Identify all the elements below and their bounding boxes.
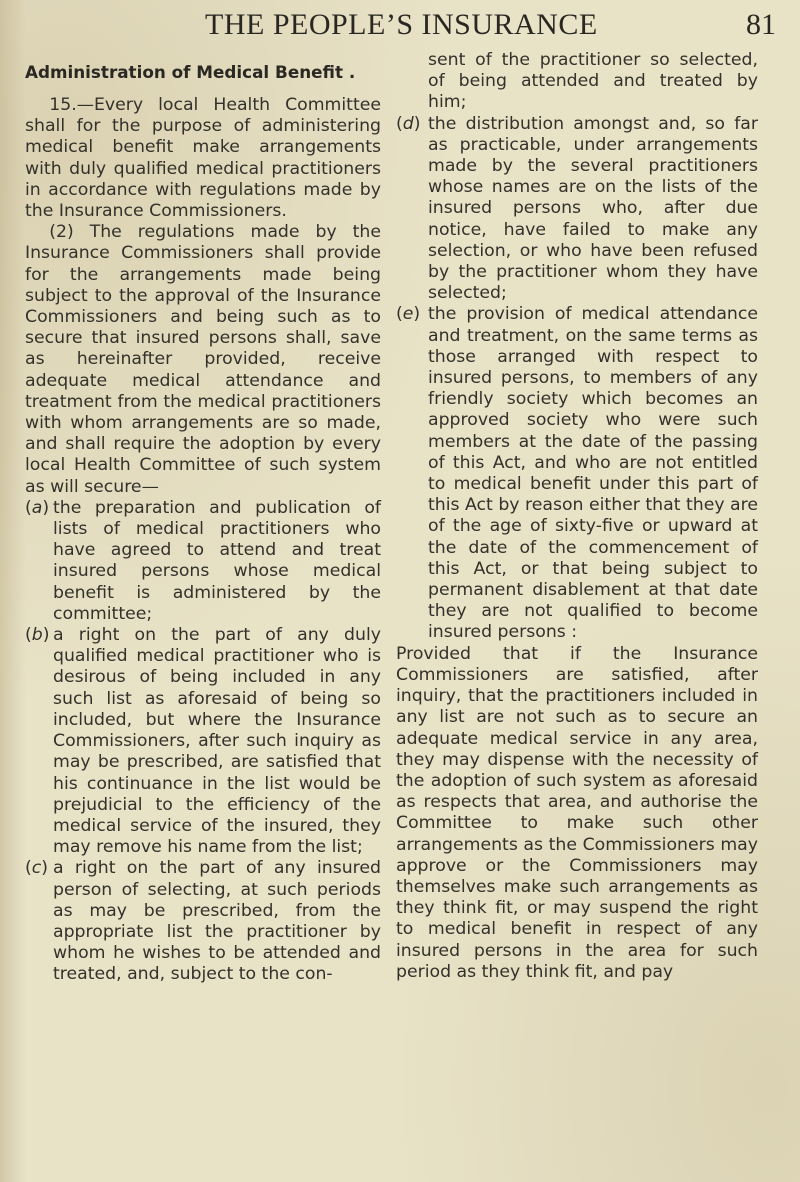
item-text-c: a right on the part of any insured person of selecting, at such periods as may be prescribed, from the appropriate list the practitioner by whom he wishes to be attended and treated, and, subject to the con- xyxy=(53,858,381,985)
list-item-c-continued xyxy=(396,50,758,114)
item-label-d: (d) xyxy=(396,113,421,134)
item-text-d: the distribution amongst and, so far as practicable, under arrangements made by the several practitioners whose names are on the lists of the insured persons who, after due notice, have failed to make any selection, or who have been refused by the practitioner whom they have selected; xyxy=(428,113,758,304)
item-text-e: the provision of medical attendance and treatment, on the same terms as those arranged with respect to insured persons, to members of any friendly society which becomes an approved society who were such members at the date of the passing of this Act, and who are not entitled to medical benefit under this part of this Act by reason either that they are of the age of sixty-five or upward at the date of the commencement of this Act, or that being subject to permanent disablement at that date they are not qualified to become insured persons : xyxy=(428,304,758,643)
paragraph-2: (2) The regulations made by the Insurance Commissioners shall provide for the arrangements made being subject to the approval of the Insurance Commissioners and being such as to secure that insured persons shall, save as hereinafter provided, receive adequate medical attendance and treatment from the medical practitioners with whom arrangements are so made, and shall require the adoption by every local Health Committee of such system as will secure— xyxy=(25,222,381,497)
list-item-b xyxy=(25,625,381,858)
paragraph-15: 15.—Every local Health Committee shall for the purpose of administering medical benefit make arrangements with duly qualified medical practitioners in accordance with regulations made by the Insurance Commissioners. xyxy=(25,95,381,222)
item-label-a: (a) xyxy=(25,497,50,518)
item-label-b: (b) xyxy=(25,625,50,646)
item-label-e: (e) xyxy=(396,304,421,325)
item-text-c-continued: sent of the practitioner so selected, of being attended and treated by him; xyxy=(428,50,758,113)
right-column xyxy=(396,50,758,983)
item-text-b: a right on the part of any duly qualified medical practitioner who is desirous of being included in any such list as aforesaid of being so included, but where the Insurance Commissioners, after such inquiry as may be prescribed, are satisfied that his continuance in the list would be prejudicial to the efficiency of the medical service of the insured, they may remove his name from the list; xyxy=(53,625,381,858)
running-title: THE PEOPLE’S INSURANCE xyxy=(205,8,598,41)
list-item-e xyxy=(396,304,758,643)
left-column xyxy=(25,50,381,986)
item-text-a: the preparation and publication of lists of medical practitioners who have agreed to attend and treat insured persons whose medical benefit is administered by the committee; xyxy=(53,497,381,624)
page-number: 81 xyxy=(746,8,776,41)
list-item-c xyxy=(25,858,381,985)
list-item-d xyxy=(396,114,758,305)
section-heading: Administration of Medical Benefit . xyxy=(25,62,356,82)
item-label-c: (c) xyxy=(25,858,49,879)
proviso-paragraph: Provided that if the Insurance Commissioners are satisfied, after inquiry, that the practitioners included in any list are not such as to secure an adequate medical service in any area, they may dispense with the necessity of the adoption of such system as aforesaid as respects that area, and authorise the Committee to make such other arrangements as the Commissioners may approve or the Commissioners may themselves make such arrangements as they think fit, or may suspend the right to medical benefit in respect of any insured persons in the area for such period as they think fit, and pay xyxy=(396,643,758,982)
list-item-a xyxy=(25,498,381,625)
page-header xyxy=(0,8,800,48)
